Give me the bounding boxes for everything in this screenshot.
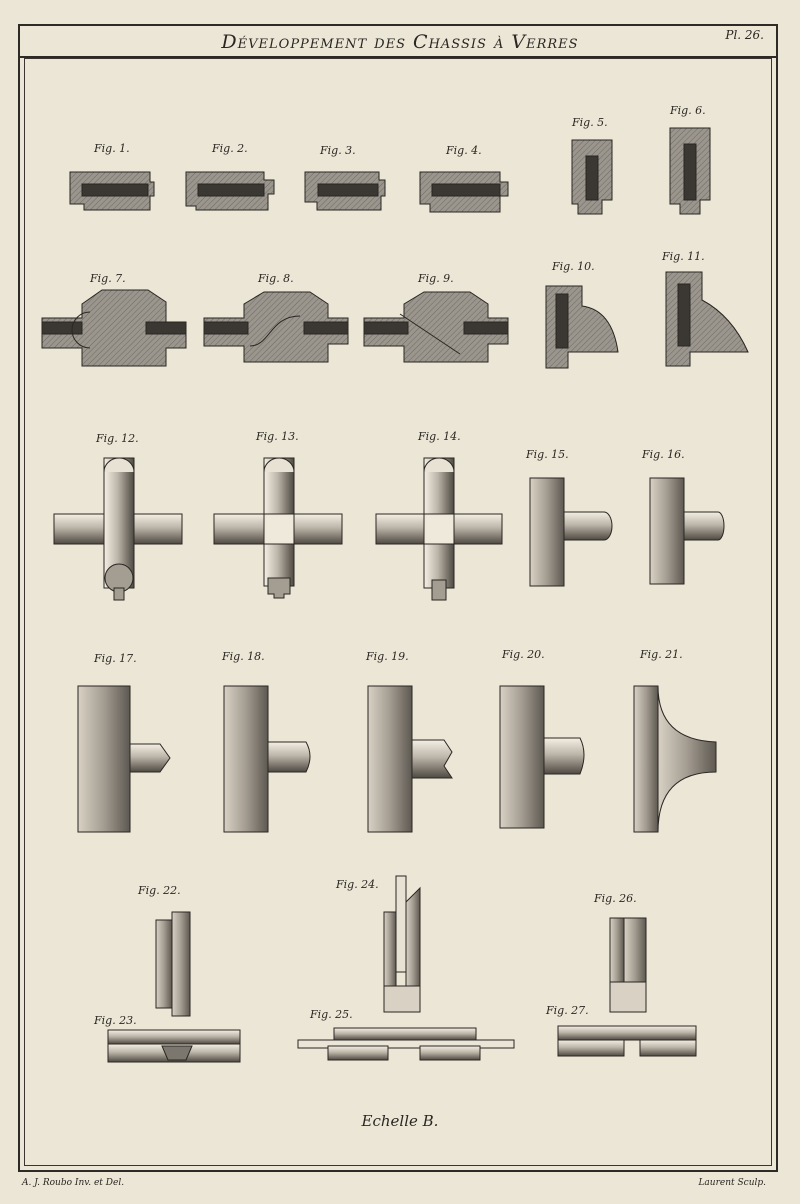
fig-label-11: Fig. 11. [662, 250, 705, 263]
fig-26-profile [610, 918, 646, 1012]
fig-label-12: Fig. 12. [96, 432, 139, 445]
fig-20-joint [500, 686, 584, 828]
fig-label-1: Fig. 1. [94, 142, 130, 155]
fig-5-section [572, 140, 612, 214]
fig-14-cross [376, 458, 502, 600]
fig-label-17: Fig. 17. [94, 652, 137, 665]
fig-15-tee [530, 478, 612, 586]
fig-label-24: Fig. 24. [336, 878, 379, 891]
fig-label-27: Fig. 27. [546, 1004, 589, 1017]
fig-label-21: Fig. 21. [640, 648, 683, 661]
fig-16-tee [650, 478, 724, 584]
fig-label-25: Fig. 25. [310, 1008, 353, 1021]
fig-8-section [204, 292, 348, 362]
fig-label-14: Fig. 14. [418, 430, 461, 443]
fig-label-2: Fig. 2. [212, 142, 248, 155]
fig-10-section [546, 286, 618, 368]
fig-label-20: Fig. 20. [502, 648, 545, 661]
fig-label-7: Fig. 7. [90, 272, 126, 285]
fig-13-cross [214, 458, 342, 598]
fig-label-4: Fig. 4. [446, 144, 482, 157]
fig-4-section [420, 172, 508, 212]
fig-label-13: Fig. 13. [256, 430, 299, 443]
plate-title: Développement des Chassis à Verres [221, 31, 579, 53]
fig-27-rail [558, 1026, 696, 1056]
fig-label-6: Fig. 6. [670, 104, 706, 117]
credit-engraver: Laurent Sculp. [698, 1178, 766, 1188]
fig-12-cross [54, 458, 182, 600]
fig-label-18: Fig. 18. [222, 650, 265, 663]
fig-22-profile [156, 912, 190, 1016]
fig-label-23: Fig. 23. [94, 1014, 137, 1027]
scale-label: Echelle B. [361, 1112, 439, 1130]
fig-label-8: Fig. 8. [258, 272, 294, 285]
fig-label-5: Fig. 5. [572, 116, 608, 129]
fig-7-section [42, 290, 186, 366]
fig-3-section [305, 172, 385, 210]
fig-label-22: Fig. 22. [138, 884, 181, 897]
fig-label-9: Fig. 9. [418, 272, 454, 285]
credit-draughtsman: A. J. Roubo Inv. et Del. [22, 1178, 125, 1188]
fig-label-10: Fig. 10. [552, 260, 595, 273]
fig-19-joint [368, 686, 452, 832]
fig-label-19: Fig. 19. [366, 650, 409, 663]
fig-label-15: Fig. 15. [526, 448, 569, 461]
fig-18-joint [224, 686, 310, 832]
fig-25-rail [298, 1028, 514, 1060]
fig-23-rail [108, 1030, 240, 1062]
fig-label-16: Fig. 16. [642, 448, 685, 461]
fig-9-section [364, 292, 508, 362]
fig-1-section [70, 172, 154, 210]
fig-11-section [666, 272, 748, 366]
fig-6-section [670, 128, 710, 214]
fig-21-joint [634, 686, 716, 832]
fig-17-joint [78, 686, 170, 832]
fig-2-section [186, 172, 274, 210]
plate-number: Pl. 26. [725, 28, 764, 42]
fig-24-profile [384, 876, 420, 1012]
fig-label-26: Fig. 26. [594, 892, 637, 905]
fig-label-3: Fig. 3. [320, 144, 356, 157]
